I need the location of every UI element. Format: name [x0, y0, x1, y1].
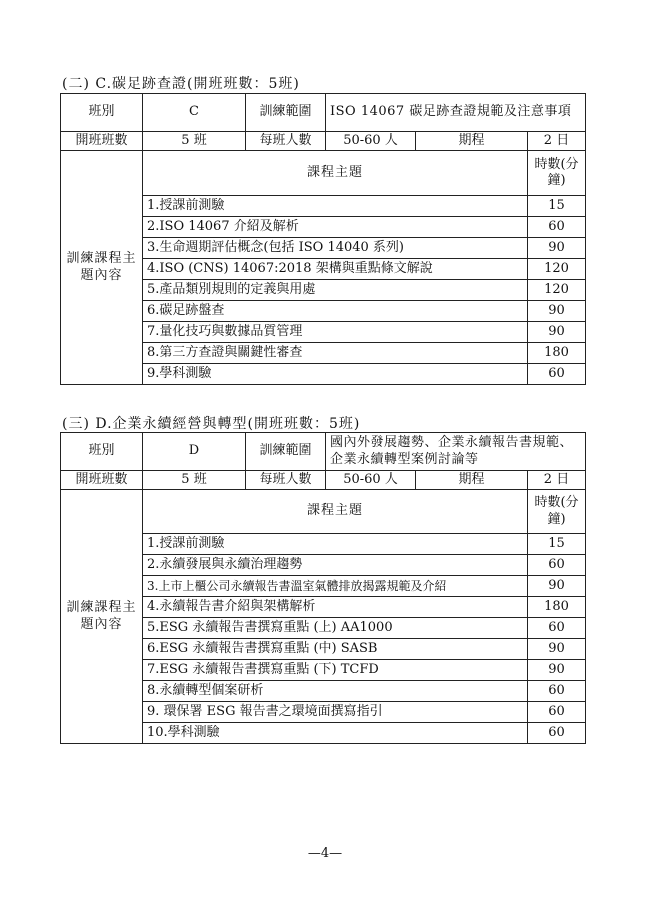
topic-cell: 7.ESG 永續報告書撰寫重點 (下) TCFD — [143, 660, 528, 681]
topic-cell: 2.ISO 14067 介紹及解析 — [143, 217, 528, 238]
topic-cell: 2.永續發展與永續治理趨勢 — [143, 555, 528, 576]
minutes-cell: 90 — [528, 322, 586, 343]
period-label: 期程 — [416, 132, 528, 151]
topic-cell: 4.ISO (CNS) 14067:2018 架構與重點條文解說 — [143, 259, 528, 280]
minutes-cell: 90 — [528, 576, 586, 597]
size-label: 每班人數 — [246, 132, 326, 151]
topic-cell: 6.ESG 永續報告書撰寫重點 (中) SASB — [143, 639, 528, 660]
section-d-title: (三) D.企業永續經營與轉型(開班班數：5班) — [62, 416, 361, 432]
minutes-cell: 90 — [528, 639, 586, 660]
minutes-cell: 60 — [528, 618, 586, 639]
topic-cell: 10.學科測驗 — [143, 723, 528, 744]
minutes-cell: 60 — [528, 681, 586, 702]
topic-cell: 9. 環保署 ESG 報告書之環境面撰寫指引 — [143, 702, 528, 723]
topic-cell: 1.授課前測驗 — [143, 534, 528, 555]
topic-cell: 5.ESG 永續報告書撰寫重點 (上) AA1000 — [143, 618, 528, 639]
section-c-title: (二) C.碳足跡查證(開班班數：5班) — [62, 76, 300, 92]
class-value: C — [143, 94, 246, 132]
topic-cell: 8.永續轉型個案研析 — [143, 681, 528, 702]
minutes-cell: 180 — [528, 597, 586, 618]
minutes-header: 時數(分鐘) — [528, 490, 586, 534]
minutes-cell: 120 — [528, 280, 586, 301]
topic-cell: 4.永續報告書介紹與架構解析 — [143, 597, 528, 618]
minutes-cell: 60 — [528, 723, 586, 744]
topic-cell: 1.授課前測驗 — [143, 196, 528, 217]
sessions-label: 開班班數 — [61, 471, 143, 490]
page-number: —4— — [307, 846, 343, 861]
minutes-cell: 15 — [528, 196, 586, 217]
topic-cell: 7.量化技巧與數據品質管理 — [143, 322, 528, 343]
range-label: 訓練範圍 — [246, 94, 326, 132]
minutes-cell: 90 — [528, 301, 586, 322]
class-label: 班別 — [61, 433, 143, 471]
topic-header: 課程主題 — [143, 151, 528, 196]
topic-cell: 3.生命週期評估概念(包括 ISO 14040 系列) — [143, 238, 528, 259]
topic-cell: 8.第三方查證與關鍵性審查 — [143, 343, 528, 364]
topic-header: 課程主題 — [143, 490, 528, 534]
minutes-cell: 60 — [528, 364, 586, 385]
range-value: 國內外發展趨勢、企業永續報告書規範、企業永續轉型案例討論等 — [326, 433, 586, 471]
period-value: 2 日 — [528, 132, 586, 151]
minutes-cell: 15 — [528, 534, 586, 555]
course-table-d — [60, 432, 586, 744]
topic-cell: 3.上市上櫃公司永續報告書溫室氣體排放揭露規範及介紹 — [143, 576, 528, 597]
range-value: ISO 14067 碳足跡查證規範及注意事項 — [326, 94, 586, 132]
minutes-header: 時數(分鐘) — [528, 151, 586, 196]
period-label: 期程 — [416, 471, 528, 490]
minutes-cell: 120 — [528, 259, 586, 280]
topic-cell: 9.學科測驗 — [143, 364, 528, 385]
class-label: 班別 — [61, 94, 143, 132]
minutes-cell: 60 — [528, 702, 586, 723]
sessions-value: 5 班 — [143, 132, 246, 151]
sessions-label: 開班班數 — [61, 132, 143, 151]
period-value: 2 日 — [528, 471, 586, 490]
topics-label: 訓練課程主題內容 — [61, 490, 143, 744]
topics-label: 訓練課程主題內容 — [61, 151, 143, 385]
minutes-cell: 60 — [528, 217, 586, 238]
minutes-cell: 60 — [528, 555, 586, 576]
topic-cell: 5.產品類別規則的定義與用處 — [143, 280, 528, 301]
class-value: D — [143, 433, 246, 471]
size-value: 50-60 人 — [326, 471, 416, 490]
sessions-value: 5 班 — [143, 471, 246, 490]
range-label: 訓練範圍 — [246, 433, 326, 471]
size-label: 每班人數 — [246, 471, 326, 490]
minutes-cell: 90 — [528, 238, 586, 259]
topic-cell: 6.碳足跡盤查 — [143, 301, 528, 322]
size-value: 50-60 人 — [326, 132, 416, 151]
minutes-cell: 180 — [528, 343, 586, 364]
minutes-cell: 90 — [528, 660, 586, 681]
course-table-c — [60, 93, 586, 385]
